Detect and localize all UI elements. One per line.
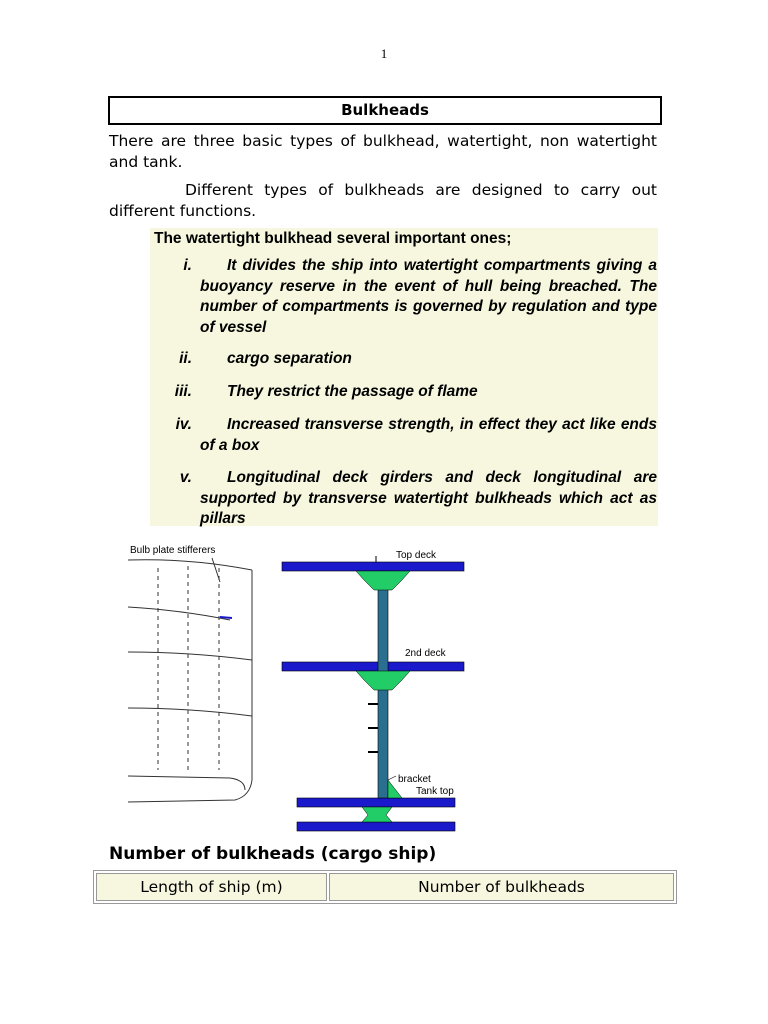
top-deck-bracket <box>356 571 410 590</box>
list-item-text: Longitudinal deck girders and deck longitudinal are supported by transverse watertight bulkheads which act as pillars <box>200 469 657 527</box>
list-item-text: cargo separation <box>227 350 352 367</box>
stiffener-highlight <box>220 617 232 618</box>
second-deck-bracket <box>356 671 410 690</box>
list-item <box>174 382 657 403</box>
list-item <box>179 468 657 530</box>
top-deck-label: Top deck <box>396 550 437 561</box>
second-deck-plate <box>282 662 464 671</box>
list-item-number: ii. <box>179 350 192 367</box>
bulkhead-diagram <box>120 540 480 838</box>
second-deck-label: 2nd deck <box>405 648 446 659</box>
list-item <box>183 256 657 338</box>
table-heading: Number of bulkheads (cargo ship) <box>109 844 437 864</box>
stiffener-elevation <box>128 558 252 802</box>
column-header-length: Length of ship (m) <box>96 873 327 901</box>
column-header-count: Number of bulkheads <box>329 873 674 901</box>
tank-top-label: Tank top <box>416 786 454 797</box>
list-item-text: They restrict the passage of flame <box>227 383 478 400</box>
watertight-heading: The watertight bulkhead several important ones; <box>154 230 512 247</box>
intro-paragraph-2: Different types of bulkheads are designed to carry out different functions. <box>109 181 657 220</box>
stiffeners-label: Bulb plate stifferers <box>130 545 216 556</box>
page-number: 1 <box>380 46 388 61</box>
list-item-number: i. <box>183 257 192 274</box>
table-header-row <box>96 873 674 901</box>
floor-bracket <box>362 807 392 822</box>
bracket-label: bracket <box>398 774 431 785</box>
list-item-number: v. <box>179 469 192 486</box>
bottom-plate <box>297 822 455 831</box>
list-item-text: Increased transverse strength, in effect they act like ends of a box <box>200 416 657 454</box>
list-item <box>179 349 657 370</box>
list-item <box>175 415 657 456</box>
list-item-number: iv. <box>175 416 192 433</box>
bulkhead-count-table <box>93 870 677 904</box>
list-item-number: iii. <box>174 383 192 400</box>
intro-paragraph: There are three basic types of bulkhead, watertight, non watertight and tank. <box>109 132 657 171</box>
list-item-text: It divides the ship into watertight compartments giving a buoyancy reserve in the event of hull being breached. The number of compartments is governed by regulation and type of vessel <box>200 257 657 336</box>
tank-top-plate <box>297 798 455 807</box>
top-deck-plate <box>282 562 464 571</box>
page-title: Bulkheads <box>108 96 662 125</box>
